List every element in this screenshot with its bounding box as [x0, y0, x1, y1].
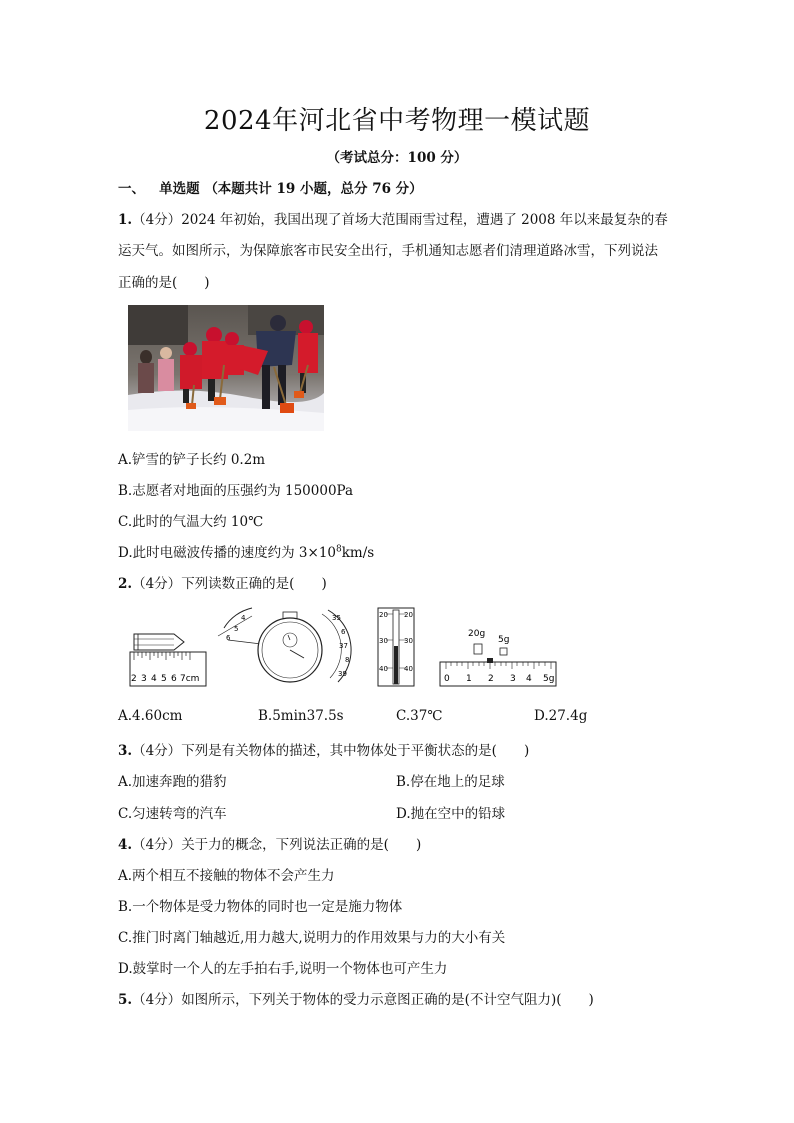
q1-number: 1. — [118, 212, 133, 228]
stopwatch-inner-6: 6 — [226, 634, 231, 642]
thermo-right-30: 30 — [404, 637, 413, 645]
q3-text: 下列是有关物体的描述，其中物体处于平衡状态的是( ) — [181, 743, 530, 759]
scale-tick-4: 4 — [526, 674, 532, 684]
q5-number: 5. — [118, 992, 133, 1008]
q2-option-a: A.4.60cm — [118, 708, 183, 724]
section-info: （本题共计 19 小题，总分 76 分） — [204, 181, 423, 197]
weight-5g-label: 5g — [498, 635, 510, 645]
thermometer-figure — [378, 608, 414, 686]
q1-text-2: 运天气。如图所示，为保障旅客市民安全出行，手机通知志愿者们清理道路冰雪，下列说法 — [118, 243, 658, 259]
thermo-left-40: 40 — [379, 665, 388, 673]
scale-tick-2: 2 — [488, 674, 494, 684]
ruler-tick-7cm: 7cm — [180, 674, 200, 684]
q1-score: （4分） — [132, 212, 182, 228]
q3-number: 3. — [118, 743, 133, 759]
stopwatch-8: 8 — [345, 656, 350, 664]
q1-option-d-text: D.此时电磁波传播的速度约为 3×10 — [118, 545, 337, 561]
q4-score: （4分） — [132, 837, 182, 853]
balance-figure — [440, 629, 556, 686]
q4-number: 4. — [118, 837, 133, 853]
weight-20g-label: 20g — [468, 629, 486, 639]
scale-tick-1: 1 — [466, 674, 472, 684]
q2-text: 下列读数正确的是( ) — [181, 576, 327, 592]
section-heading — [118, 177, 423, 197]
snow-clearing-photo-image — [128, 305, 324, 431]
thermo-right-20: 20 — [404, 611, 413, 619]
q1-line-1 — [118, 208, 668, 228]
q2-option-b: B.5min37.5s — [258, 708, 344, 724]
q1-option-d — [118, 541, 374, 561]
snow-clearing-photo — [128, 305, 324, 431]
scale-tick-5g: 5g — [543, 674, 555, 684]
ruler-tick-6: 6 — [171, 674, 177, 684]
q4-option-b: B.一个物体是受力物体的同时也一定是施力物体 — [118, 899, 403, 915]
q5-line — [118, 988, 594, 1008]
stopwatch-35: 35 — [332, 614, 341, 622]
exam-title: 2024年河北省中考物理一模试题 — [203, 106, 591, 136]
ruler-tick-5: 5 — [161, 674, 167, 684]
q3-score: （4分） — [132, 743, 182, 759]
stopwatch-inner-5: 5 — [234, 625, 239, 633]
q3-option-c: C.匀速转弯的汽车 — [118, 806, 227, 822]
q4-text: 关于力的概念，下列说法正确的是( ) — [181, 837, 422, 853]
q4-option-a: A.两个相互不接触的物体不会产生力 — [118, 868, 335, 884]
q2-option-c: C.37℃ — [396, 708, 443, 724]
q2-figures-svg — [128, 606, 568, 690]
stopwatch-6: 6 — [341, 628, 346, 636]
stopwatch-39: 39 — [338, 670, 347, 678]
exam-subtitle: （考试总分：100 分） — [326, 150, 468, 166]
scale-tick-0: 0 — [444, 674, 450, 684]
q1-option-a: A.铲雪的铲子长约 0.2m — [118, 452, 266, 468]
q4-option-c: C.推门时离门轴越近,用力越大,说明力的作用效果与力的大小有关 — [118, 930, 506, 946]
q4-line — [118, 833, 421, 853]
q1-text-3: 正确的是( ) — [118, 275, 210, 291]
q2-option-d: D.27.4g — [534, 708, 588, 724]
thermo-left-30: 30 — [379, 637, 388, 645]
q1-option-c: C.此时的气温大约 10℃ — [118, 514, 264, 530]
q5-score: （4分） — [132, 992, 182, 1008]
section-name: 单选题 — [159, 181, 200, 197]
q2-line — [118, 572, 327, 592]
q3-line — [118, 739, 529, 759]
q3-option-d: D.抛在空中的铅球 — [396, 806, 506, 822]
thermo-right-40: 40 — [404, 665, 413, 673]
thermo-left-20: 20 — [379, 611, 388, 619]
stopwatch-figure — [218, 608, 351, 682]
q4-option-d: D.鼓掌时一个人的左手拍右手,说明一个物体也可产生力 — [118, 961, 448, 977]
q2-figures — [128, 606, 568, 690]
q3-option-a: A.加速奔跑的猎豹 — [118, 774, 227, 790]
q3-option-b: B.停在地上的足球 — [396, 774, 505, 790]
ruler-tick-4: 4 — [151, 674, 157, 684]
scale-tick-3: 3 — [510, 674, 516, 684]
ruler-figure — [130, 634, 206, 686]
q1-option-b: B.志愿者对地面的压强约为 150000Pa — [118, 483, 354, 499]
q5-text: 如图所示，下列关于物体的受力示意图正确的是(不计空气阻力)( ) — [181, 992, 594, 1008]
stopwatch-inner-4: 4 — [241, 614, 246, 622]
section-label: 一、 — [118, 181, 145, 197]
ruler-tick-3: 3 — [141, 674, 147, 684]
q1-text-1: 2024 年初始，我国出现了首场大范围雨雪过程，遭遇了 2008 年以来最复杂的春 — [181, 212, 668, 228]
stopwatch-37: 37 — [339, 642, 348, 650]
q2-number: 2. — [118, 576, 133, 592]
q2-score: （4分） — [132, 576, 182, 592]
q1-option-d-exponent: 8 — [336, 544, 342, 555]
q1-option-d-unit: km/s — [341, 545, 375, 561]
ruler-tick-2: 2 — [131, 674, 137, 684]
